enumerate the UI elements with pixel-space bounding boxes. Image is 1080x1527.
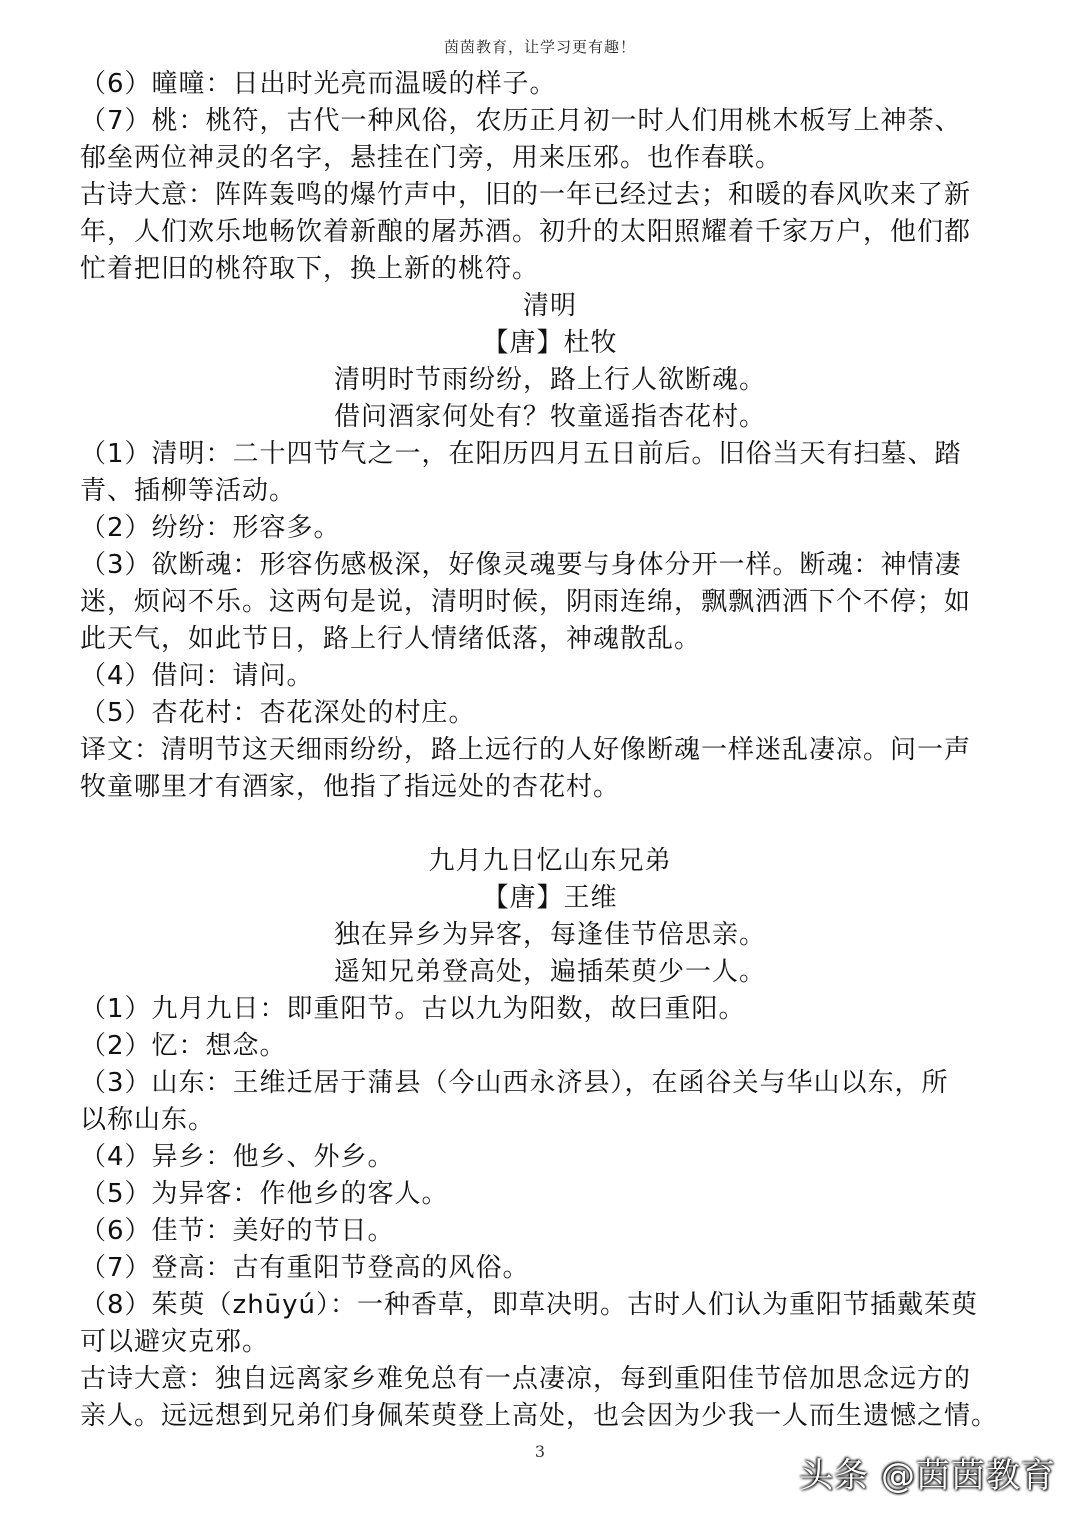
translation-line: 牧童哪里才有酒家，他指了指远处的杏花村。 bbox=[80, 772, 621, 802]
translation-line: 译文：清明节这天细雨纷纷，路上远行的人好像断魂一样迷乱凄凉。问一声 bbox=[80, 735, 972, 765]
poem-title: 清明 bbox=[522, 291, 577, 321]
annotation-line: （5）为异客：作他乡的客人。 bbox=[80, 1179, 449, 1209]
document-body bbox=[80, 66, 1020, 1435]
annotation-line: 青、插柳等活动。 bbox=[80, 476, 297, 506]
annotation-line: （2）忆：想念。 bbox=[80, 1031, 287, 1061]
annotation-line: （3）山东：王维迁居于蒲县（今山西永济县），在函谷关与华山以东，所 bbox=[80, 1068, 949, 1098]
translation-line: 古诗大意：阵阵轰鸣的爆竹声中，旧的一年已经过去；和暖的春风吹来了新 bbox=[80, 180, 972, 210]
annotation-line: （4）借问：请问。 bbox=[80, 661, 314, 691]
annotation-line: 此天气，如此节日，路上行人情绪低落，神魂散乱。 bbox=[80, 624, 702, 654]
annotation-line: 迷，烦闷不乐。这两句是说，清明时候，阴雨连绵，飘飘洒洒下个不停；如 bbox=[80, 587, 972, 617]
annotation-line: （6）佳节：美好的节日。 bbox=[80, 1216, 395, 1246]
translation-line: 年，人们欢乐地畅饮着新酿的屠苏酒。初升的太阳照耀着千家万户，他们都 bbox=[80, 217, 972, 247]
annotation-line: （5）杏花村：杏花深处的村庄。 bbox=[80, 698, 476, 728]
annotation-line: （6）曈曈：日出时光亮而温暖的样子。 bbox=[80, 69, 557, 99]
source-watermark: 头条 @茵茵教育 bbox=[799, 1456, 1056, 1496]
annotation-line: 郁垒两位神灵的名字，悬挂在门旁，用来压邪。也作春联。 bbox=[80, 143, 783, 173]
poem-author: 【唐】王维 bbox=[482, 883, 618, 913]
annotation-line: 以称山东。 bbox=[80, 1105, 216, 1135]
poem-author: 【唐】杜牧 bbox=[482, 328, 618, 358]
annotation-line: （1）九月九日：即重阳节。古以九为阳数，故曰重阳。 bbox=[80, 994, 746, 1024]
page-header: 茵茵教育，让学习更有趣！ bbox=[443, 38, 636, 56]
poem-verse: 遥知兄弟登高处，遍插茱萸少一人。 bbox=[333, 957, 766, 987]
annotation-line: （1）清明：二十四节气之一，在阳历四月五日前后。旧俗当天有扫墓、踏 bbox=[80, 439, 962, 469]
translation-line: 古诗大意：独自远离家乡难免总有一点凄凉，每到重阳佳节倍加思念远方的 bbox=[80, 1364, 972, 1394]
poem-verse: 独在异乡为异客，每逢佳节倍思亲。 bbox=[333, 920, 766, 950]
annotation-line: （4）异乡：他乡、外乡。 bbox=[80, 1142, 395, 1172]
poem-verse: 清明时节雨纷纷，路上行人欲断魂。 bbox=[333, 365, 766, 395]
annotation-line: （7）登高：古有重阳节登高的风俗。 bbox=[80, 1253, 530, 1283]
poem-verse: 借问酒家何处有？牧童遥指杏花村。 bbox=[333, 402, 766, 432]
translation-line: 亲人。远远想到兄弟们身佩茱萸登上高处，也会因为少我一人而生遗憾之情。 bbox=[80, 1401, 999, 1431]
annotation-line: 可以避灾克邪。 bbox=[80, 1327, 270, 1357]
annotation-line: （3）欲断魂：形容伤感极深，好像灵魂要与身体分开一样。断魂：神情凄 bbox=[80, 550, 962, 580]
page-number: 3 bbox=[534, 1442, 546, 1461]
section-gap bbox=[80, 806, 1020, 843]
annotation-line: （8）茱萸（zhūyú）：一种香草，即草决明。古时人们认为重阳节插戴茱萸 bbox=[80, 1290, 979, 1320]
translation-line: 忙着把旧的桃符取下，换上新的桃符。 bbox=[80, 254, 540, 284]
poem-title: 九月九日忆山东兄弟 bbox=[428, 846, 672, 876]
annotation-line: （7）桃：桃符，古代一种风俗，农历正月初一时人们用桃木板写上神荼、 bbox=[80, 106, 962, 136]
annotation-line: （2）纷纷：形容多。 bbox=[80, 513, 341, 543]
